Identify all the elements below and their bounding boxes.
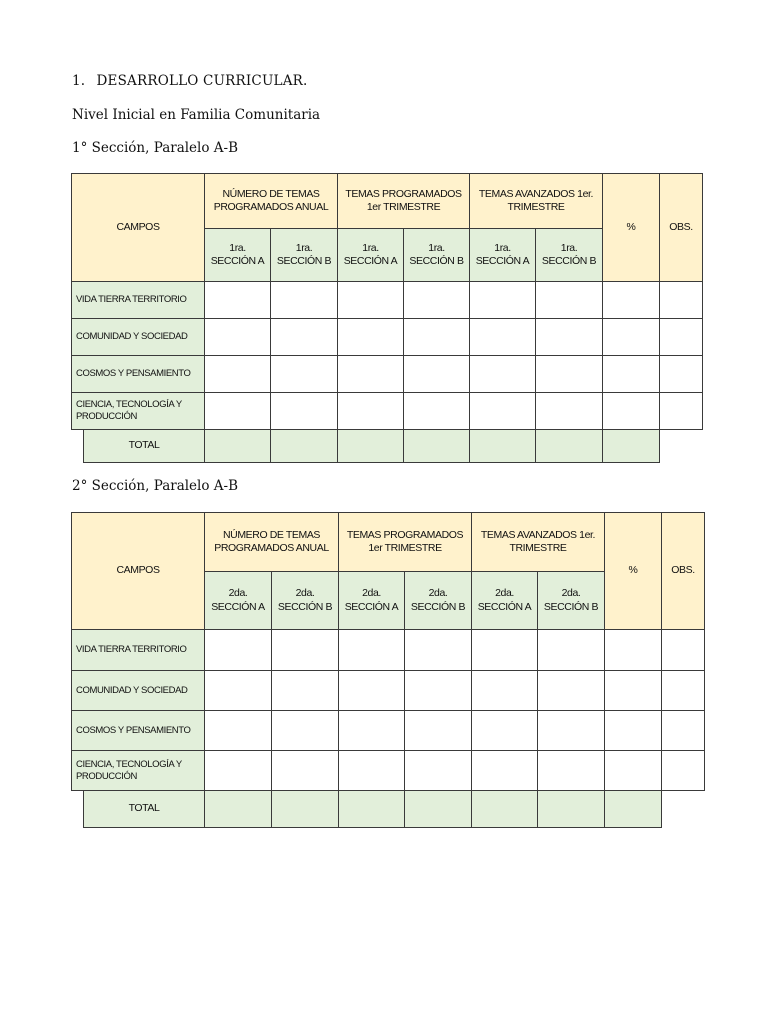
total-cell[interactable] xyxy=(471,790,538,828)
total-cell[interactable] xyxy=(404,790,472,828)
campos-header: CAMPOS xyxy=(71,173,205,282)
obs-header: OBS. xyxy=(659,173,703,282)
table-cell[interactable] xyxy=(337,281,404,319)
table-cell[interactable] xyxy=(271,629,339,671)
group-header-avanzados-trimestre: TEMAS AVANZADOS 1er. TRIMESTRE xyxy=(471,512,605,572)
table-cell[interactable] xyxy=(471,629,538,671)
row-label: VIDA TIERRA TERRITORIO xyxy=(71,281,205,319)
table-cell[interactable] xyxy=(469,281,536,319)
table-cell[interactable] xyxy=(404,750,472,791)
table-cell[interactable] xyxy=(537,750,605,791)
table-cell[interactable] xyxy=(604,670,662,711)
document-heading xyxy=(72,73,308,89)
table-cell[interactable] xyxy=(537,710,605,751)
total-cell[interactable] xyxy=(337,429,404,463)
group-header-avanzados-trimestre: TEMAS AVANZADOS 1er. TRIMESTRE xyxy=(469,173,603,229)
table-cell[interactable] xyxy=(659,392,703,430)
total-cell[interactable] xyxy=(537,790,605,828)
table-cell[interactable] xyxy=(337,355,404,393)
total-cell[interactable] xyxy=(602,429,660,463)
table-cell[interactable] xyxy=(471,750,538,791)
table-cell[interactable] xyxy=(537,670,605,711)
table-cell[interactable] xyxy=(337,318,404,356)
row-label: VIDA TIERRA TERRITORIO xyxy=(71,629,205,671)
table-cell[interactable] xyxy=(535,318,603,356)
table-cell[interactable] xyxy=(403,355,470,393)
total-cell[interactable] xyxy=(403,429,470,463)
table-cell[interactable] xyxy=(270,318,338,356)
table-cell[interactable] xyxy=(204,750,272,791)
row-label: COMUNIDAD Y SOCIEDAD xyxy=(71,670,205,711)
table-cell[interactable] xyxy=(270,281,338,319)
total-cell[interactable] xyxy=(204,429,271,463)
table-cell[interactable] xyxy=(604,710,662,751)
table-cell[interactable] xyxy=(337,392,404,430)
total-label: TOTAL xyxy=(83,429,205,463)
table-cell[interactable] xyxy=(661,629,705,671)
table-cell[interactable] xyxy=(403,318,470,356)
table-cell[interactable] xyxy=(602,281,660,319)
table-cell[interactable] xyxy=(661,750,705,791)
row-label: CIENCIA, TECNOLOGÍA Y PRODUCCIÓN xyxy=(71,750,205,791)
percent-header: % xyxy=(602,173,660,282)
table-cell[interactable] xyxy=(535,392,603,430)
total-cell[interactable] xyxy=(535,429,603,463)
table-cell[interactable] xyxy=(204,392,271,430)
table-cell[interactable] xyxy=(271,670,339,711)
sub-header-seccion: 1ra. SECCIÓN A xyxy=(204,228,271,282)
table-cell[interactable] xyxy=(661,670,705,711)
table-cell[interactable] xyxy=(661,710,705,751)
group-header-programados-trimestre: TEMAS PROGRAMADOS 1er TRIMESTRE xyxy=(338,512,472,572)
percent-header: % xyxy=(604,512,662,630)
sub-header-seccion: 2da. SECCIÓN B xyxy=(537,571,605,630)
table-cell[interactable] xyxy=(204,710,272,751)
campos-header: CAMPOS xyxy=(71,512,205,630)
heading-text: DESARROLLO CURRICULAR. xyxy=(96,73,308,89)
table-cell[interactable] xyxy=(204,318,271,356)
total-cell[interactable] xyxy=(469,429,536,463)
table-cell[interactable] xyxy=(535,355,603,393)
table-cell[interactable] xyxy=(471,670,538,711)
total-cell[interactable] xyxy=(270,429,338,463)
table-cell[interactable] xyxy=(659,355,703,393)
table-cell[interactable] xyxy=(469,318,536,356)
table-cell[interactable] xyxy=(270,392,338,430)
obs-header: OBS. xyxy=(661,512,705,630)
sub-header-seccion: 1ra. SECCIÓN A xyxy=(337,228,404,282)
table-cell[interactable] xyxy=(404,670,472,711)
total-cell[interactable] xyxy=(271,790,339,828)
table-cell[interactable] xyxy=(271,750,339,791)
table-cell[interactable] xyxy=(403,281,470,319)
total-label: TOTAL xyxy=(83,790,205,828)
table-cell[interactable] xyxy=(471,710,538,751)
row-label: COSMOS Y PENSAMIENTO xyxy=(71,355,205,393)
total-cell[interactable] xyxy=(338,790,405,828)
group-header-programados-anual: NÚMERO DE TEMAS PROGRAMADOS ANUAL xyxy=(204,173,338,229)
table-cell[interactable] xyxy=(537,629,605,671)
table-cell[interactable] xyxy=(338,750,405,791)
table-cell[interactable] xyxy=(659,281,703,319)
table-cell[interactable] xyxy=(204,355,271,393)
sub-header-seccion: 2da. SECCIÓN A xyxy=(471,571,538,630)
row-label: COSMOS Y PENSAMIENTO xyxy=(71,710,205,751)
sub-header-seccion: 2da. SECCIÓN B xyxy=(271,571,339,630)
row-label: COMUNIDAD Y SOCIEDAD xyxy=(71,318,205,356)
table-cell[interactable] xyxy=(403,392,470,430)
table-cell[interactable] xyxy=(602,355,660,393)
table-cell[interactable] xyxy=(404,629,472,671)
table-cell[interactable] xyxy=(535,281,603,319)
sub-header-seccion: 2da. SECCIÓN B xyxy=(404,571,472,630)
table-cell[interactable] xyxy=(204,629,272,671)
table-cell[interactable] xyxy=(204,670,272,711)
table-cell[interactable] xyxy=(338,710,405,751)
sub-header-seccion: 2da. SECCIÓN A xyxy=(204,571,272,630)
group-header-programados-anual: NÚMERO DE TEMAS PROGRAMADOS ANUAL xyxy=(204,512,339,572)
group-header-programados-trimestre: TEMAS PROGRAMADOS 1er TRIMESTRE xyxy=(337,173,470,229)
table-cell[interactable] xyxy=(338,629,405,671)
table-cell[interactable] xyxy=(338,670,405,711)
level-title: Nivel Inicial en Familia Comunitaria xyxy=(72,107,321,123)
table-cell[interactable] xyxy=(469,392,536,430)
table-cell[interactable] xyxy=(404,710,472,751)
table-cell[interactable] xyxy=(659,318,703,356)
table-cell[interactable] xyxy=(604,750,662,791)
sub-header-seccion: 1ra. SECCIÓN B xyxy=(535,228,603,282)
table-cell[interactable] xyxy=(602,318,660,356)
row-label: CIENCIA, TECNOLOGÍA Y PRODUCCIÓN xyxy=(71,392,205,430)
table-cell[interactable] xyxy=(204,281,271,319)
sub-header-seccion: 1ra. SECCIÓN B xyxy=(403,228,470,282)
sub-header-seccion: 2da. SECCIÓN A xyxy=(338,571,405,630)
table-cell[interactable] xyxy=(469,355,536,393)
total-cell[interactable] xyxy=(604,790,662,828)
sub-header-seccion: 1ra. SECCIÓN B xyxy=(270,228,338,282)
table-cell[interactable] xyxy=(271,710,339,751)
section-1-title: 1° Sección, Paralelo A-B xyxy=(72,140,239,156)
table-cell[interactable] xyxy=(602,392,660,430)
total-cell[interactable] xyxy=(204,790,272,828)
table-cell[interactable] xyxy=(604,629,662,671)
table-cell[interactable] xyxy=(270,355,338,393)
sub-header-seccion: 1ra. SECCIÓN A xyxy=(469,228,536,282)
section-2-title: 2° Sección, Paralelo A-B xyxy=(72,478,239,494)
heading-number: 1. xyxy=(72,73,86,89)
